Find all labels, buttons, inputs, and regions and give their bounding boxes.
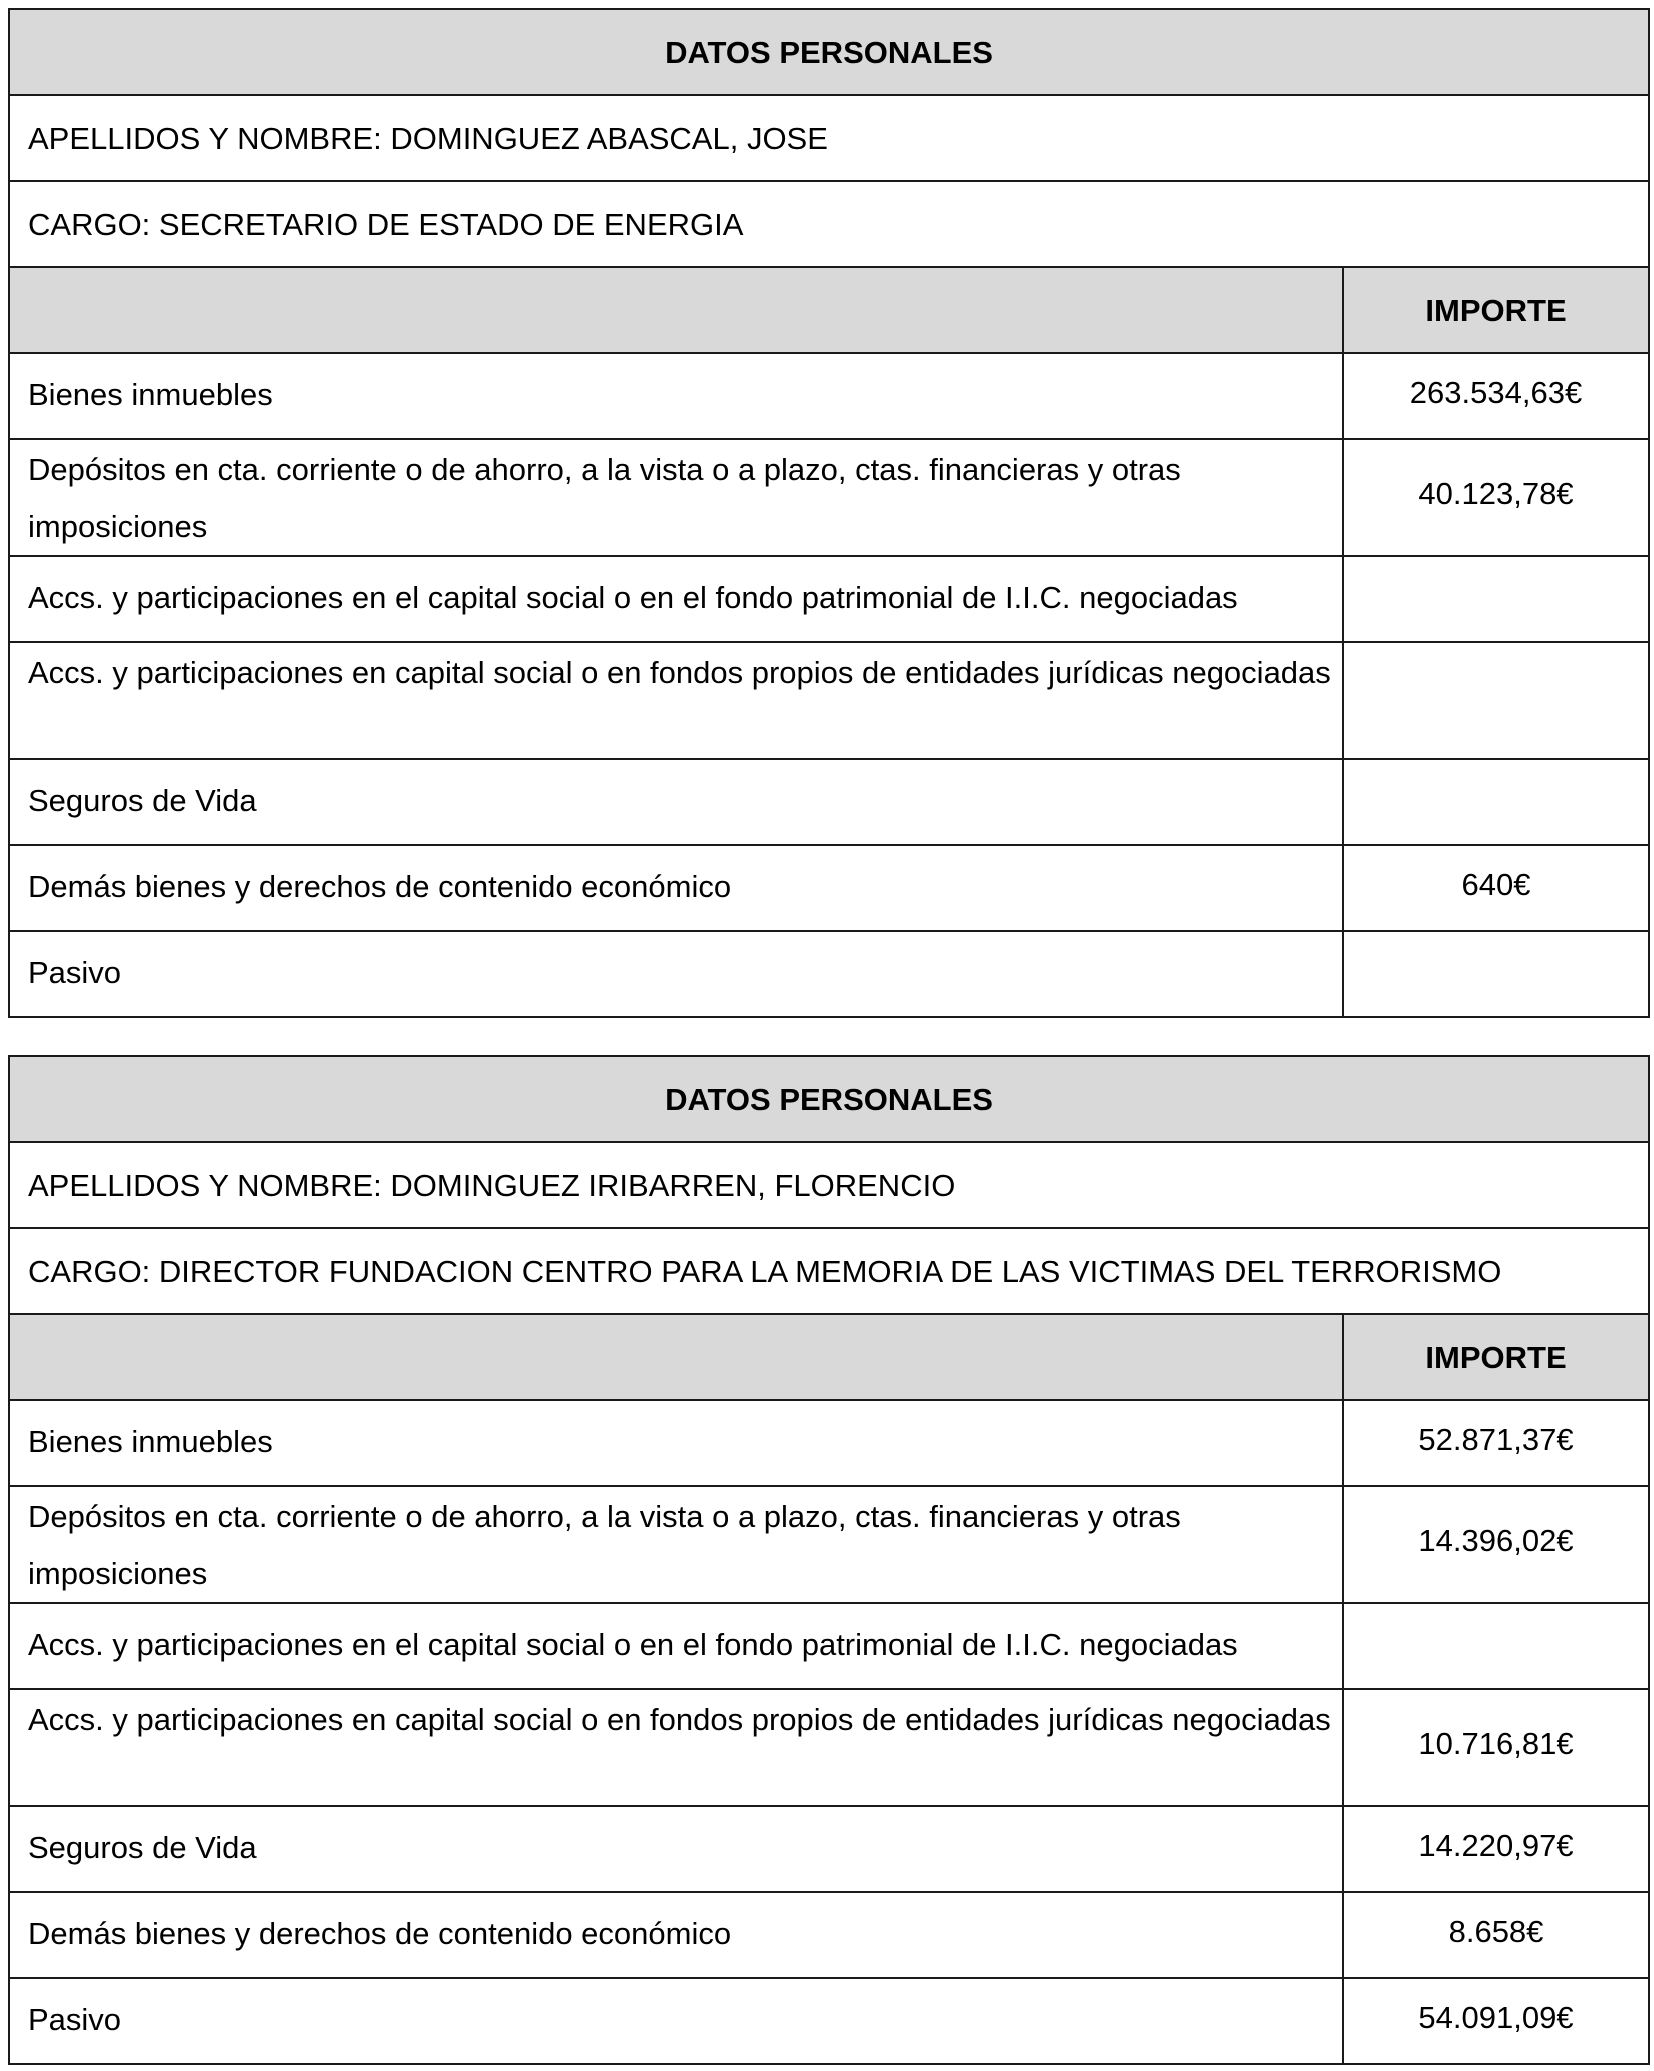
item-label: Bienes inmuebles	[9, 353, 1343, 439]
item-amount: 10.716,81€	[1343, 1689, 1649, 1806]
table-row	[9, 1603, 1649, 1689]
item-label: Demás bienes y derechos de contenido económico	[9, 1892, 1343, 1978]
item-amount: 54.091,09€	[1343, 1978, 1649, 2064]
table-row	[9, 1689, 1649, 1806]
item-label: Pasivo	[9, 1978, 1343, 2064]
table-row	[9, 1892, 1649, 1978]
table-row	[9, 931, 1649, 1017]
table-row	[9, 353, 1649, 439]
amount-column-header: IMPORTE	[1343, 267, 1649, 353]
table-row	[9, 1806, 1649, 1892]
item-amount: 8.658€	[1343, 1892, 1649, 1978]
item-label: Depósitos en cta. corriente o de ahorro, a la vista o a plazo, ctas. financieras y otras imposiciones	[9, 439, 1343, 556]
item-amount	[1343, 931, 1649, 1017]
item-label: Bienes inmuebles	[9, 1400, 1343, 1486]
item-amount	[1343, 759, 1649, 845]
item-amount	[1343, 1603, 1649, 1689]
label-column-header	[9, 267, 1343, 353]
table-row	[9, 1978, 1649, 2064]
declaration-table	[8, 1055, 1650, 2065]
item-amount: 263.534,63€	[1343, 353, 1649, 439]
item-label: Accs. y participaciones en capital social o en fondos propios de entidades jurídicas negociadas	[9, 1689, 1343, 1806]
table-row	[9, 1400, 1649, 1486]
item-label: Accs. y participaciones en capital social o en fondos propios de entidades jurídicas negociadas	[9, 642, 1343, 759]
item-amount	[1343, 642, 1649, 759]
item-label: Seguros de Vida	[9, 759, 1343, 845]
table-row	[9, 1486, 1649, 1603]
item-amount: 640€	[1343, 845, 1649, 931]
item-amount: 40.123,78€	[1343, 439, 1649, 556]
section-title: DATOS PERSONALES	[9, 9, 1649, 95]
table-row	[9, 759, 1649, 845]
table-row	[9, 845, 1649, 931]
label-column-header	[9, 1314, 1343, 1400]
name-line: APELLIDOS Y NOMBRE: DOMINGUEZ IRIBARREN, FLORENCIO	[9, 1142, 1649, 1228]
section-title: DATOS PERSONALES	[9, 1056, 1649, 1142]
position-line: CARGO: DIRECTOR FUNDACION CENTRO PARA LA MEMORIA DE LAS VICTIMAS DEL TERRORISMO	[9, 1228, 1649, 1314]
item-label: Demás bienes y derechos de contenido económico	[9, 845, 1343, 931]
table-row	[9, 556, 1649, 642]
item-amount: 52.871,37€	[1343, 1400, 1649, 1486]
position-line: CARGO: SECRETARIO DE ESTADO DE ENERGIA	[9, 181, 1649, 267]
amount-column-header: IMPORTE	[1343, 1314, 1649, 1400]
item-amount	[1343, 556, 1649, 642]
item-label: Accs. y participaciones en el capital social o en el fondo patrimonial de I.I.C. negociadas	[9, 1603, 1343, 1689]
item-amount: 14.396,02€	[1343, 1486, 1649, 1603]
table-row	[9, 642, 1649, 759]
item-label: Depósitos en cta. corriente o de ahorro, a la vista o a plazo, ctas. financieras y otras imposiciones	[9, 1486, 1343, 1603]
item-label: Seguros de Vida	[9, 1806, 1343, 1892]
table-row	[9, 439, 1649, 556]
item-label: Pasivo	[9, 931, 1343, 1017]
declaration-table	[8, 8, 1650, 1018]
item-amount: 14.220,97€	[1343, 1806, 1649, 1892]
item-label: Accs. y participaciones en el capital social o en el fondo patrimonial de I.I.C. negociadas	[9, 556, 1343, 642]
name-line: APELLIDOS Y NOMBRE: DOMINGUEZ ABASCAL, JOSE	[9, 95, 1649, 181]
